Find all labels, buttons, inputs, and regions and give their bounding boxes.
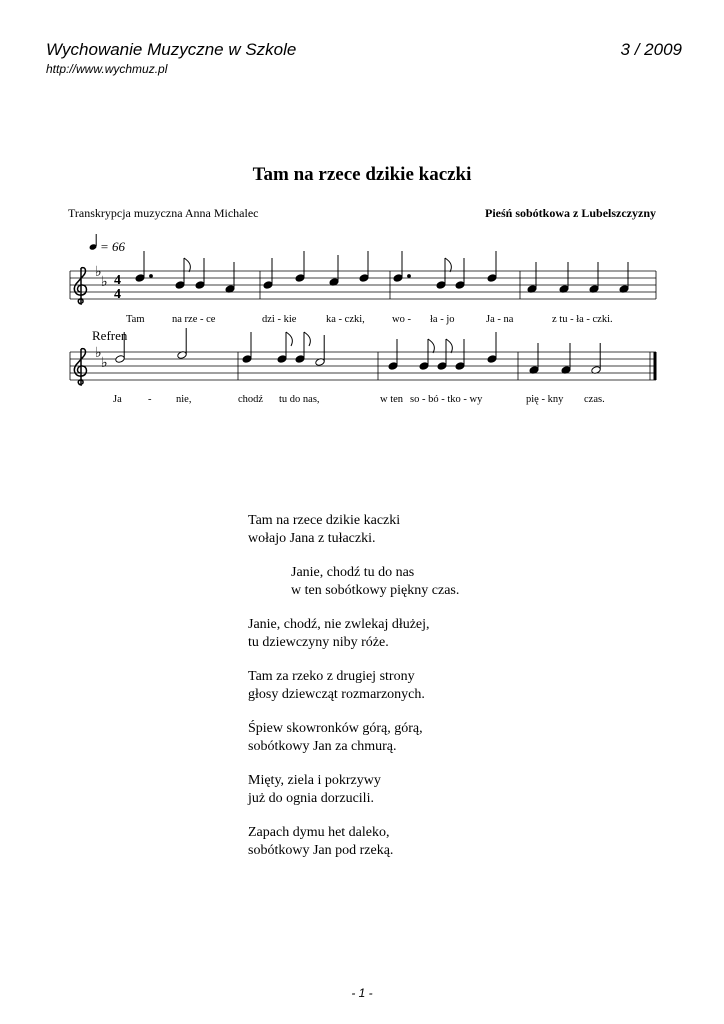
lyric-syllable: ła - jo <box>430 314 455 325</box>
note <box>263 258 273 289</box>
journal-title: Wychowanie Muzyczne w Szkole <box>46 40 297 59</box>
flat-icon: ♭ <box>95 265 102 280</box>
time-signature <box>114 273 121 302</box>
issue-number: 3 / 2009 <box>620 40 682 59</box>
lyric-line: tu dziewczyny niby róże. <box>248 635 389 650</box>
lyric-line: Janie, chodź tu do nas <box>291 565 415 580</box>
lyric-syllable: nie, <box>176 394 192 405</box>
flat-icon: ♭ <box>101 356 108 371</box>
lyric-syllable: Ja - na <box>486 314 514 325</box>
lyric-syllable: z tu - ła - czki. <box>552 314 613 325</box>
note <box>359 251 369 282</box>
svg-text:4: 4 <box>114 287 121 302</box>
note <box>487 251 497 282</box>
lyric-syllable: so - bó - tko - wy <box>410 394 483 405</box>
lyric-syllable: - <box>148 394 152 405</box>
stanza <box>248 616 459 652</box>
note <box>242 332 252 363</box>
note <box>295 332 310 363</box>
lyric-line: głosy dziewcząt rozmarzonych. <box>248 687 425 702</box>
transcription-credit: Transkrypcja muzyczna Anna Michalec <box>68 206 259 220</box>
note <box>195 258 205 289</box>
lyrics-line-1 <box>126 314 613 325</box>
note <box>393 251 410 282</box>
lyric-line: w ten sobótkowy piękny czas. <box>291 583 460 598</box>
staff-2 <box>70 352 656 380</box>
lyric-syllable: tu do nas, <box>279 394 320 405</box>
note <box>388 339 398 370</box>
lyric-line: sobótkowy Jan pod rzeką. <box>248 843 394 858</box>
treble-clef-icon <box>74 268 86 304</box>
lyric-syllable: Tam <box>126 314 145 325</box>
lyric-line: Zapach dymu het daleko, <box>248 825 390 840</box>
lyric-line: Tam za rzeko z drugiej strony <box>248 669 415 684</box>
note <box>295 251 305 282</box>
note <box>455 339 465 370</box>
refrain-label: Refren <box>92 328 128 343</box>
note <box>177 328 187 359</box>
notes-staff-2 <box>115 328 601 374</box>
lyric-syllable: Ja <box>113 394 122 405</box>
lyric-line: Janie, chodź, nie zwlekaj dłużej, <box>248 617 430 632</box>
lyric-syllable: w ten <box>380 394 404 405</box>
stanza <box>248 668 459 704</box>
stanza <box>248 772 459 808</box>
stanza <box>248 824 459 860</box>
svg-text:4: 4 <box>114 273 121 288</box>
note <box>437 339 452 370</box>
stanza <box>248 720 459 756</box>
lyric-line: wołajo Jana z tułaczki. <box>248 531 376 546</box>
note <box>135 251 152 282</box>
lyric-line: Mięty, ziela i pokrzywy <box>248 773 381 788</box>
lyric-syllable: ka - czki, <box>326 314 365 325</box>
song-lyrics-text <box>248 512 459 876</box>
tempo-text: = 66 <box>100 239 126 254</box>
journal-url[interactable]: http://www.wychmuz.pl <box>46 62 168 76</box>
song-title: Tam na rzece dzikie kaczki <box>252 164 472 185</box>
song-origin: Pieśń sobótkowa z Lubelszczyzny <box>485 206 656 220</box>
lyric-line: już do ognia dorzucili. <box>248 791 374 806</box>
note <box>315 335 325 366</box>
stanza <box>248 512 459 548</box>
notes-staff-1 <box>135 251 629 293</box>
tempo-marking <box>89 234 126 254</box>
lyric-syllable: pię - kny <box>526 394 564 405</box>
lyrics-line-2 <box>113 394 605 405</box>
lyric-syllable: czas. <box>584 394 605 405</box>
music-score <box>0 0 724 460</box>
note <box>455 258 465 289</box>
flat-icon: ♭ <box>101 275 108 290</box>
note <box>277 332 292 363</box>
lyric-syllable: wo - <box>392 314 411 325</box>
flat-icon: ♭ <box>95 346 102 361</box>
note <box>487 332 497 363</box>
refrain-stanza <box>248 564 459 600</box>
lyric-line: Śpiew skowronków górą, górą, <box>248 721 423 736</box>
treble-clef-icon <box>74 349 86 385</box>
lyric-syllable: na rze - ce <box>172 314 216 325</box>
note <box>175 258 190 289</box>
lyric-line: sobótkowy Jan za chmurą. <box>248 739 397 754</box>
lyric-syllable: chodź <box>238 394 264 405</box>
note <box>436 258 451 289</box>
lyric-syllable: dzi - kie <box>262 314 297 325</box>
page-number: - 1 - <box>351 986 373 1000</box>
note <box>419 339 434 370</box>
lyric-line: Tam na rzece dzikie kaczki <box>248 513 401 528</box>
